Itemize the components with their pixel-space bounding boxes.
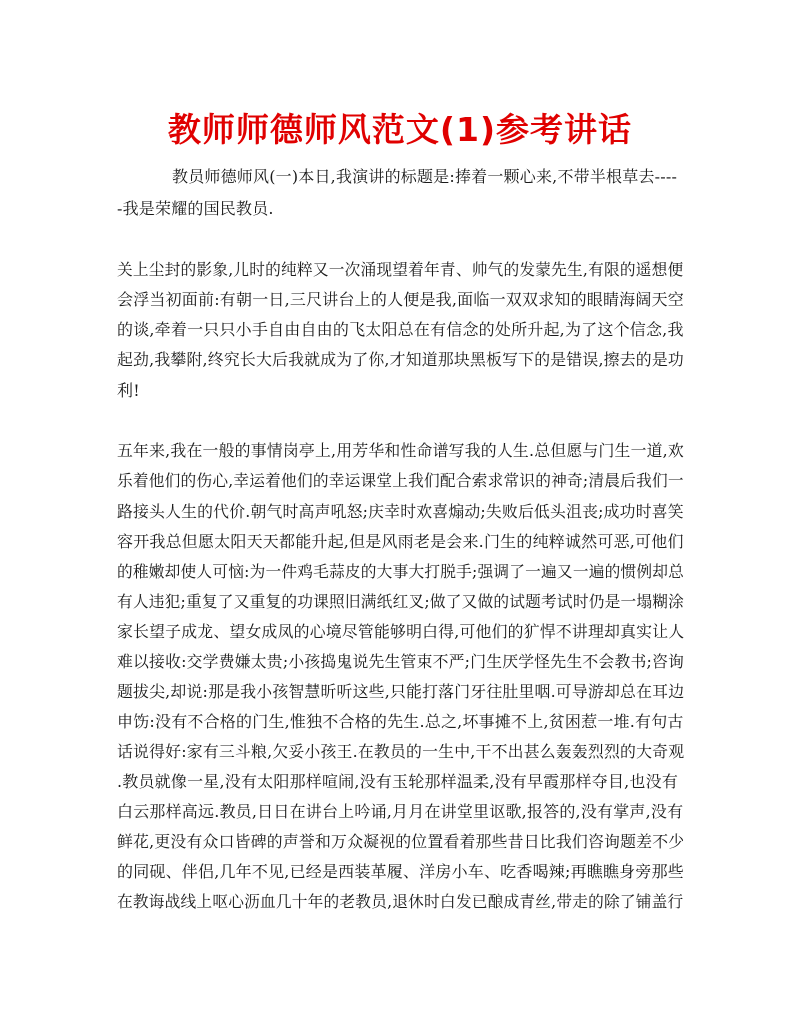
text-line: 申饬:没有不合格的门生,惟独不合格的先生.总之,坏事摊不上,贫困惹一堆.有句古 (117, 712, 684, 731)
text-line: 难以接收:交学费嫌太贵;小孩捣鬼说先生管束不严;门生厌学怪先生不会教书;咨询 (117, 652, 685, 671)
text-line: 的谈,牵着一只只小手自由自由的飞太阳总在有信念的处所升起,为了这个信念,我 (117, 320, 684, 339)
text-line: 话说得好:家有三斗粮,欠妥小孩王.在教员的一生中,干不出甚么轰轰烈烈的大奇观 (117, 742, 685, 761)
text-line: 白云那样高远.教员,日日在讲台上吟诵,月月在讲堂里讴歌,报答的,没有掌声,没有 (117, 802, 684, 821)
text-line: 在教诲战线上呕心沥血几十年的老教员,退休时白发已酿成青丝,带走的除了铺盖行 (117, 892, 684, 911)
text-line: 关上尘封的影象,儿时的纯粹又一次涌现望着年青、帅气的发蒙先生,有限的遥想便 (117, 260, 684, 279)
document-title: 教师师德师风范文(1)参考讲话 (167, 110, 633, 149)
text-line: 会浮当初面前:有朝一日,三尺讲台上的人便是我,面临一双双求知的眼睛海阔天空 (117, 290, 684, 309)
text-line: 鲜花,更没有众口皆碑的声誉和万众凝视的位置看着那些昔日比我们咨询题差不少 (117, 832, 685, 851)
text-line: 教员师德师风(一)本日,我演讲的标题是:捧着一颗心来,不带半根草去---- (172, 167, 678, 186)
text-line: .教员就像一星,没有太阳那样喧闹,没有玉轮那样温柔,没有早霞那样夺目,也没有 (117, 772, 679, 791)
text-line: 五年来,我在一般的事情岗亭上,用芳华和性命谱写我的人生.总但愿与门生一道,欢 (117, 441, 684, 460)
text-line: 家长望子成龙、望女成凤的心境尽管能够明白得,可他们的犷悍不讲理却真实让人 (117, 622, 685, 641)
text-line: 利! (117, 381, 140, 400)
text-line: 有人违犯;重复了又重复的功课照旧满纸红叉;做了又做的试题考试时仍是一塌糊涂 (117, 592, 685, 611)
text-line: -我是荣耀的国民教员. (117, 199, 274, 218)
text-line: 起劲,我攀附,终究长大后我就成为了你,才知道那块黑板写下的是错误,擦去的是功 (117, 350, 684, 369)
text-line: 路接头人生的代价.朝气时高声吼怒;庆幸时欢喜煽动;失败后低头沮丧;成功时喜笑 (117, 502, 684, 521)
text-line: 题拔尖,却说:那是我小孩智慧昕听这些,只能打落门牙往肚里咽.可导游却总在耳边 (117, 682, 685, 701)
text-line: 乐着他们的伤心,幸运着他们的幸运课堂上我们配合索求常识的神奇;清晨后我们一 (117, 471, 684, 490)
text-line: 的同砚、伴侣,几年不见,已经是西装革履、洋房小车、吃香喝辣;再瞧瞧身旁那些 (117, 862, 684, 881)
text-line: 的稚嫩却使人可恼:为一件鸡毛蒜皮的大事大打脱手;强调了一遍又一遍的惯例却总 (117, 562, 685, 581)
text-line: 容开我总但愿太阳天天都能升起,但是风雨老是会来.门生的纯粹诚然可恶,可他们 (117, 532, 684, 551)
